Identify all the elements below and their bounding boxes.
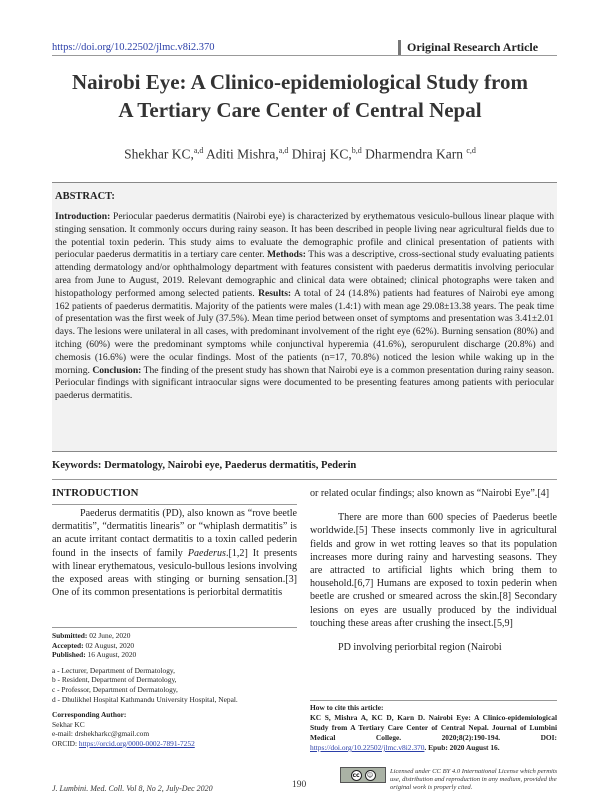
author-affiliation: c,d <box>466 146 476 155</box>
author-affiliation: a,d <box>193 146 204 155</box>
intro-paragraph-2: There are more than 600 species of Paederus beetle worldwide.[5] These insects commonly live in agricultural fields and grow in wet rotting leaves so that its population increases more during rainy and harvesting seasons. They are attracted to artificial lights which bring them to household.[6,7] Humans are exposed to toxin pederin when beetle are crushed or smeared across the skin.[8] Secondary lesions on eyes are usually produced by the individual touching these areas after crushing the insect.[5,9] <box>310 512 557 629</box>
accepted-label: Accepted: <box>52 640 84 650</box>
article-type-label: Original Research Article <box>398 40 558 55</box>
author-name: Dhiraj KC, <box>291 146 352 162</box>
citation-box <box>310 700 557 753</box>
abstract-text <box>55 211 554 403</box>
left-column-text <box>52 507 297 599</box>
submitted-date: 02 June, 2020 <box>89 631 131 640</box>
cc-circle-icon: cc <box>352 771 360 779</box>
author-affiliation: b,d <box>351 146 362 155</box>
header-divider <box>52 55 557 56</box>
footer-journal: J. Lumbini. Med. Coll. Vol 8, No 2, July-Dec 2020 <box>52 784 213 793</box>
right-column-text <box>310 487 557 654</box>
title-line-2: A Tertiary Care Center of Central Nepal <box>118 98 482 122</box>
orcid-link[interactable]: https://orcid.org/0000-0002-7891-7252 <box>78 738 195 748</box>
by-person-icon: ☺ <box>365 770 376 781</box>
citation-heading: How to cite this article: <box>310 700 557 713</box>
affiliation-item: b - Resident, Department of Dermatology, <box>52 675 177 685</box>
author-list <box>40 146 560 163</box>
correspondence-heading: Corresponding Author: <box>52 710 127 720</box>
meta-divider <box>52 627 297 628</box>
abstract-methods-label: Methods: <box>267 249 306 261</box>
abstract-heading: ABSTRACT: <box>55 191 115 202</box>
citation-text <box>310 713 557 753</box>
article-title <box>40 68 560 124</box>
abstract-conclusion-text: The finding of the present study has shown that Nairobi eye is a common presentation during rainy season. Periocular findings with significant intraocular signs were documented to be presenting features among patients with periocular paederus dermatitis. <box>55 364 554 402</box>
abstract-results-label: Results: <box>258 287 292 299</box>
abstract-conclusion-label: Conclusion: <box>92 364 142 376</box>
keywords-line: Keywords: Dermatology, Nairobi eye, Paederus dermatitis, Pederin <box>52 460 557 480</box>
author-name: Aditi Mishra, <box>206 146 279 162</box>
published-label: Published: <box>52 650 86 660</box>
corresponding-email: e-mail: drshekharkc@gmail.com <box>52 729 150 739</box>
affiliation-item: d - Dhulikhel Hospital Kathmandu University Hospital, Nepal. <box>52 694 238 704</box>
license-text: Licensed under CC BY 4.0 International License which permits use, distribution and reproduction in any medium, provided the original work is properly cited. <box>390 768 558 792</box>
citation-doi-link[interactable]: https://doi.org/10.22502/jlmc.v8i2.370 <box>310 743 425 752</box>
author-name: Dharmendra Karn <box>365 146 463 162</box>
cc-by-icon[interactable] <box>340 767 386 783</box>
abstract-methods-text: This was a descriptive, cross-sectional study evaluating patients attending dermatology and/or ophthalmology department with features consistent with paederus dermatitis involving periocular area from June to August, 2019. Relevant demographic and clinical data were obtained; clinical photographs were taken and histopathology performed among selected patients. <box>55 249 555 299</box>
abstract-results-text: A total of 24 (14.8%) patients had features of Nairobi eye among 162 patients of paederus dermatitis. Majority of the patients were males (1.4:1) with mean age 29.08±13.38 years. The peak time of presentation was the first week of July (37.5%). Mean time period between onset of symptoms and presentation was 3.41±2.01 days. The lesions were unilateral in all cases, with predominant involvement of the right eye (62%). Burning sensation (80%) and itching (60%) were the predominant symptoms while conjunctival hyperemia (41.6%), seropurulent discharge (20.8%) and chemosis (16.6%) were the ocular findings. Most of the patients (n=17, 70.8%) noticed the lesion while waking up in the morning. <box>55 287 554 376</box>
abstract-intro-text: Periocular paederus dermatitis (Nairobi eye) is characterized by erythematous vesiculo-bullous linear plaque with stinging sensation. It commonly occurs during rainy season. It has been described in people living near agricultural fields due to the potential toxin pederin. This study aims to evaluate the demographic profile and clinical presentation of patients with periocular paederus dermatitis in a tertiary care center. <box>55 211 554 261</box>
orcid-label: ORCID: <box>52 738 78 748</box>
affiliation-item: c - Professor, Department of Dermatology, <box>52 684 178 694</box>
intro-p1-part-a: Paederus dermatitis (PD), also known as “rove beetle dermatitis”, “dermatitis linearis” or “whiplash dermatitis” is an acute irritant contact dermatitis to a toxin called pederin found in the insects of family <box>52 508 297 559</box>
intro-continuation: or related ocular findings; also known as “Nairobi Eye”.[4] <box>310 488 550 499</box>
intro-paragraph-1 <box>52 507 297 599</box>
citation-reference: KC S, Mishra A, KC D, Karn D. Nairobi Eye: A Clinico-epidemiological Study from A Tertiary Care Center of Central Nepal. Journal of Lumbini Medical College. 2020;8(2):190-194. DOI: <box>310 713 557 742</box>
abstract-box <box>52 182 557 452</box>
published-date: 16 August, 2020 <box>87 650 137 660</box>
submitted-label: Submitted: <box>52 631 88 640</box>
affiliations-block <box>52 666 297 704</box>
author-affiliation: a,d <box>278 146 289 155</box>
citation-epub: . Epub: 2020 August 16. <box>424 743 500 752</box>
corresponding-author-name: Sekhar KC <box>52 719 85 729</box>
doi-link[interactable]: https://doi.org/10.22502/jlmc.v8i2.370 <box>52 42 215 53</box>
accepted-date: 02 August, 2020 <box>85 640 135 650</box>
dates-block <box>52 631 297 660</box>
author-name: Shekhar KC, <box>124 146 194 162</box>
correspondence-block <box>52 710 297 748</box>
article-meta <box>52 631 297 755</box>
intro-p1-italic: Paederus <box>187 547 226 559</box>
intro-p1-part-b: .[1,2] It presents with linear erythematous, vesiculo-bullous lesions involving the exposed areas with stinging or burning sensation.[3] One of its common presentations is periorbital dermatitis <box>52 547 297 599</box>
abstract-intro-label: Introduction: <box>55 211 111 222</box>
intro-paragraph-3: PD involving periorbital region (Nairobi <box>338 642 502 654</box>
title-line-1: Nairobi Eye: A Clinico-epidemiological Study from <box>72 70 528 94</box>
introduction-heading: INTRODUCTION <box>52 487 297 505</box>
affiliation-item: a - Lecturer, Department of Dermatology, <box>52 665 175 675</box>
page-number: 190 <box>292 780 307 790</box>
